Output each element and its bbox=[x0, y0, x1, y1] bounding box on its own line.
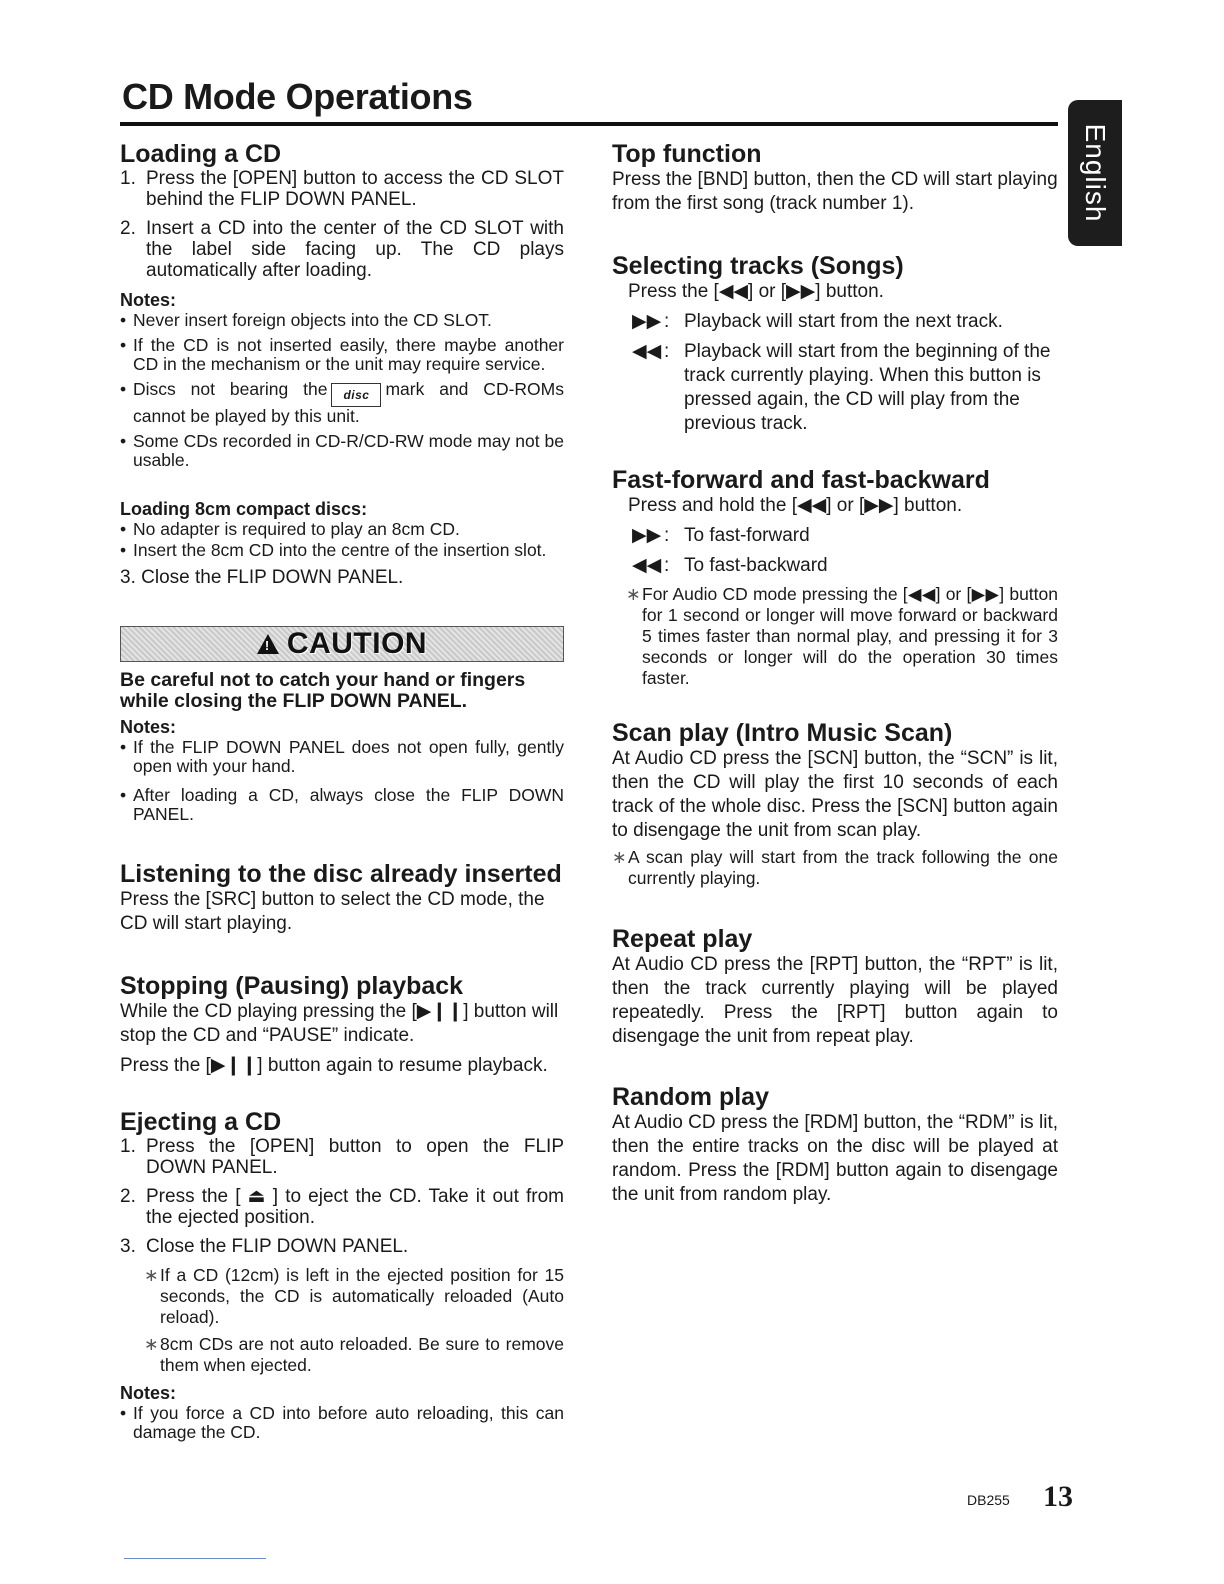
section-stopping bbox=[120, 972, 564, 1078]
caution-label: CAUTION bbox=[286, 627, 428, 660]
list-item: 1. Press the [OPEN] button to open the FLIP DOWN PANEL. bbox=[120, 1136, 564, 1178]
language-tab bbox=[1068, 100, 1122, 246]
list-item: • After loading a CD, always close the FLIP DOWN PANEL. bbox=[120, 786, 564, 824]
list-item: • Insert the 8cm CD into the centre of the insertion slot. bbox=[120, 541, 564, 560]
language-tab-label: English bbox=[1080, 123, 1111, 223]
caution-notes bbox=[120, 738, 564, 824]
notes-heading: Notes: bbox=[120, 1383, 177, 1403]
section-heading: Ejecting a CD bbox=[120, 1108, 282, 1136]
section-text: At Audio CD press the [RDM] button, the “RDM” is lit, then the entire tracks on the disc will be played at random. Press the [RDM] button again to disengage the unit from random play. bbox=[612, 1112, 1058, 1205]
list-item: 1. Press the [OPEN] button to access the CD SLOT behind the FLIP DOWN PANEL. bbox=[120, 168, 564, 210]
section-top-function bbox=[612, 140, 1058, 216]
list-item: • No adapter is required to play an 8cm CD. bbox=[120, 520, 564, 539]
section-heading: Repeat play bbox=[612, 925, 753, 953]
list-item: • Never insert foreign objects into the CD SLOT. bbox=[120, 311, 564, 330]
caution-text: Be careful not to catch your hand or fingers while closing the FLIP DOWN PANEL. bbox=[120, 669, 526, 712]
star-note: ∗ If a CD (12cm) is left in the ejected position for 15 seconds, the CD is automatically reloaded (Auto reload). bbox=[144, 1265, 564, 1327]
section-ejecting bbox=[120, 1108, 564, 1442]
eject-notes bbox=[120, 1404, 564, 1442]
section-text: Press the [◀◀] or [▶▶] button. bbox=[628, 281, 884, 302]
previous-track-icon: ◀◀ bbox=[632, 341, 662, 362]
next-track-icon: ▶▶ bbox=[632, 311, 662, 332]
list-item: 2. Insert a CD into the center of the CD SLOT with the label side facing up. The CD plays automatically after loading. bbox=[120, 218, 564, 281]
bottom-divider bbox=[124, 1558, 266, 1559]
section-heading: Selecting tracks (Songs) bbox=[612, 252, 904, 280]
warning-icon bbox=[257, 634, 279, 654]
section-heading: Fast-forward and fast-backward bbox=[612, 466, 990, 494]
section-caution bbox=[120, 626, 564, 824]
section-text: At Audio CD press the [RPT] button, the “RPT” is lit, then the track currently playing will be played repeatedly. Press the [RPT] button again to disengage the unit from repeat play. bbox=[612, 954, 1058, 1047]
fast-backward-row: ◀◀ : To fast-backward bbox=[632, 555, 828, 576]
previous-track-row: ◀◀ : Playback will start from the beginning of the track currently playing. When this button is pressed again, the CD will play from the previous track. bbox=[632, 341, 1051, 434]
fast-forward-icon: ▶▶ bbox=[632, 525, 662, 546]
star-note: ∗ 8cm CDs are not auto reloaded. Be sure to remove them when ejected. bbox=[144, 1334, 564, 1375]
section-heading: Listening to the disc already inserted bbox=[120, 860, 562, 888]
section-loading bbox=[120, 140, 564, 590]
star-note: ∗ A scan play will start from the track following the one currently playing. bbox=[612, 847, 1058, 888]
right-column bbox=[612, 140, 1058, 1207]
section-text: Press the [▶❙❙] button again to resume playback. bbox=[120, 1055, 548, 1076]
sub-heading: Loading 8cm compact discs: bbox=[120, 499, 368, 519]
caution-banner bbox=[120, 626, 564, 662]
ejecting-steps bbox=[120, 1136, 564, 1257]
list-item: • If the FLIP DOWN PANEL does not open fully, gently open with your hand. bbox=[120, 738, 564, 776]
section-selecting bbox=[612, 252, 1058, 436]
section-heading: Random play bbox=[612, 1083, 769, 1111]
loading-notes bbox=[120, 311, 564, 470]
section-heading: Top function bbox=[612, 140, 762, 168]
section-heading: Scan play (Intro Music Scan) bbox=[612, 719, 953, 747]
model-code: DB255 bbox=[967, 1492, 1010, 1508]
list-item: • Discs not bearing the disc mark and CD-ROMs cannot be played by this unit. bbox=[120, 380, 564, 426]
fast-backward-icon: ◀◀ bbox=[632, 555, 662, 576]
list-item: • If the CD is not inserted easily, there maybe another CD in the mechanism or the unit may require service. bbox=[120, 336, 564, 374]
section-text: At Audio CD press the [SCN] button, the “SCN” is lit, then the CD will play the first 10 seconds of each track of the whole disc. Press the [SCN] button again to disengage the unit from scan play. bbox=[612, 748, 1058, 841]
section-text: Press the [BND] button, then the CD will start playing from the first song (track number 1). bbox=[612, 169, 1058, 214]
section-text: Press the [SRC] button to select the CD mode, the CD will start playing. bbox=[120, 889, 545, 934]
title-rule bbox=[120, 122, 1058, 126]
section-repeat bbox=[612, 925, 1058, 1049]
section-heading: Loading a CD bbox=[120, 140, 282, 168]
notes-heading: Notes: bbox=[120, 290, 177, 310]
compact-disc-logo-icon: disc bbox=[331, 383, 381, 407]
section-text: While the CD playing pressing the [▶❙❙] button will stop the CD and “PAUSE” indicate. bbox=[120, 1001, 559, 1046]
section-listening bbox=[120, 860, 564, 936]
section-fast bbox=[612, 466, 1058, 689]
step-3: 3. Close the FLIP DOWN PANEL. bbox=[120, 567, 404, 588]
section-heading: Stopping (Pausing) playback bbox=[120, 972, 464, 1000]
page-number: 13 bbox=[1043, 1480, 1073, 1513]
notes-heading: Notes: bbox=[120, 717, 177, 737]
next-track-row: ▶▶ : Playback will start from the next track. bbox=[632, 311, 1003, 332]
list-item: • Some CDs recorded in CD-R/CD-RW mode may not be usable. bbox=[120, 432, 564, 470]
left-column bbox=[120, 140, 564, 1448]
page-title: CD Mode Operations bbox=[122, 76, 473, 117]
list-item: 2. Press the [ ⏏ ] to eject the CD. Take it out from the ejected position. bbox=[120, 1186, 564, 1228]
eject-star-notes bbox=[120, 1265, 564, 1376]
list-item: • If you force a CD into before auto reloading, this can damage the CD. bbox=[120, 1404, 564, 1442]
section-random bbox=[612, 1083, 1058, 1207]
list-item: 3. Close the FLIP DOWN PANEL. bbox=[120, 1236, 409, 1257]
small-disc-notes bbox=[120, 520, 564, 560]
fast-forward-row: ▶▶ : To fast-forward bbox=[632, 525, 810, 546]
section-scan bbox=[612, 719, 1058, 889]
section-text: Press and hold the [◀◀] or [▶▶] button. bbox=[628, 495, 963, 516]
star-note: ∗ For Audio CD mode pressing the [◀◀] or [▶▶] button for 1 second or longer will move forward or backward 5 times faster than normal play, and pressing it for 3 seconds or longer will do the operation 30 times faster. bbox=[626, 584, 1058, 688]
loading-steps bbox=[120, 168, 564, 281]
